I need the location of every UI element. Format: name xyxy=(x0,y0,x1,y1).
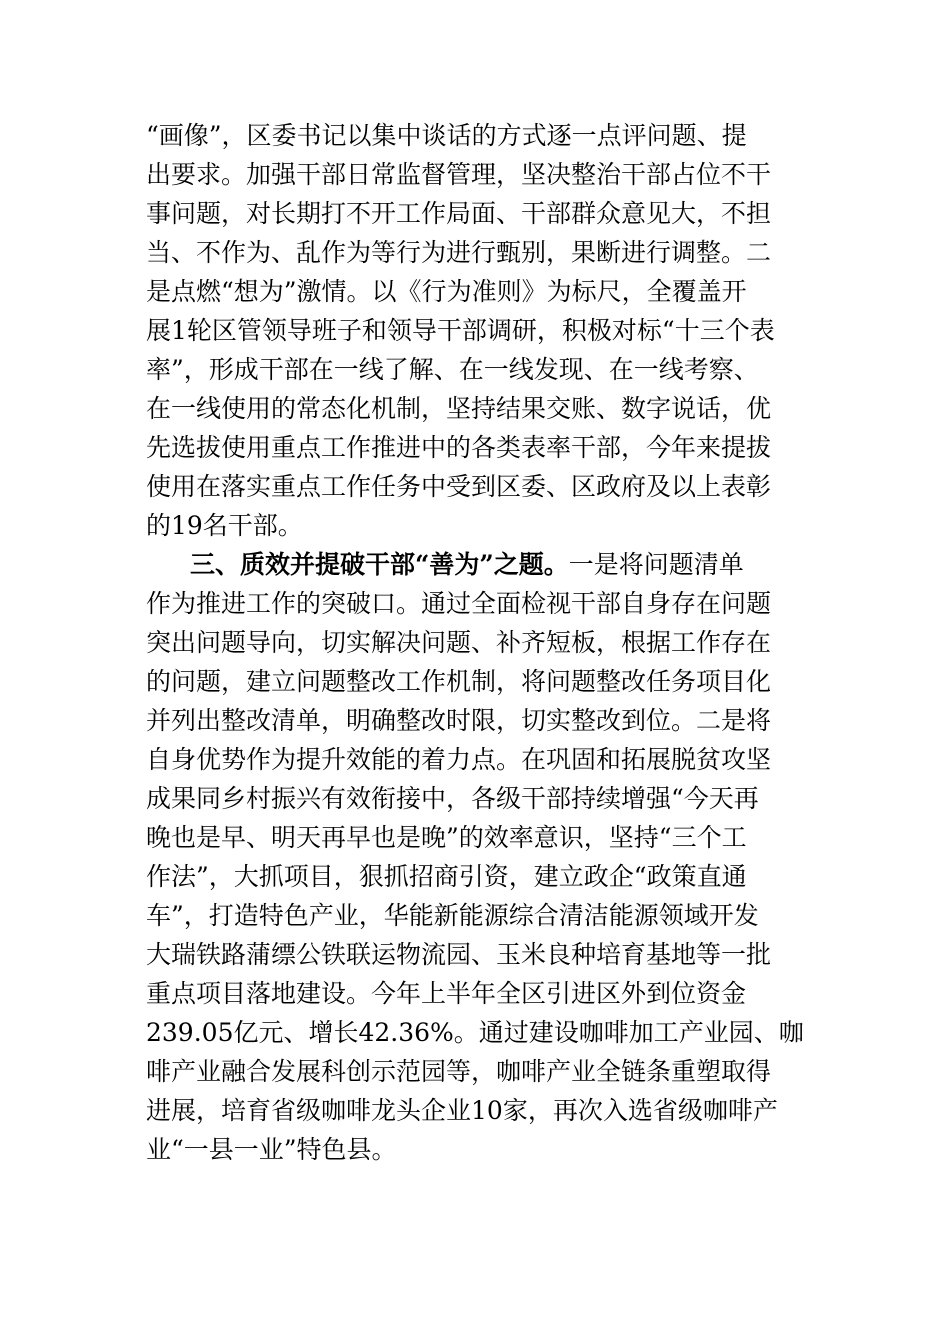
paragraph-line: 事问题，对长期打不开工作局面、干部群众意见大，不担 xyxy=(146,199,772,228)
section-heading-rest: 一是将问题清单 xyxy=(568,550,744,579)
paragraph-line: 当、不作为、乱作为等行为进行甄别，果断进行调整。二 xyxy=(146,238,772,267)
paragraph-line: 是点燃“想为”激情。以《行为准则》为标尺，全覆盖开 xyxy=(146,277,747,306)
paragraph-line: 出要求。加强干部日常监督管理，坚决整治干部占位不干 xyxy=(146,160,772,189)
paragraph-line: 车”，打造特色产业，华能新能源综合清洁能源领域开发 xyxy=(146,901,759,930)
paragraph-line: 率”，形成干部在一线了解、在一线发现、在一线考察、 xyxy=(146,355,759,384)
paragraph-line: 使用在落实重点工作任务中受到区委、区政府及以上表彰 xyxy=(146,472,772,501)
paragraph-line: 的19名干部。 xyxy=(146,511,303,540)
paragraph-line: 成果同乡村振兴有效衔接中，各级干部持续增强“今天再 xyxy=(146,784,759,813)
paragraph-line: 重点项目落地建设。今年上半年全区引进区外到位资金 xyxy=(146,979,747,1008)
paragraph-line: 的问题，建立问题整改工作机制，将问题整改任务项目化 xyxy=(146,667,772,696)
paragraph-line: 作法”，大抓项目，狠抓招商引资，建立政企“政策直通 xyxy=(146,862,747,891)
paragraph-line: 大瑞铁路蒲缥公铁联运物流园、玉米良种培育基地等一批 xyxy=(146,940,772,969)
paragraph-line: 在一线使用的常态化机制，坚持结果交账、数字说话，优 xyxy=(146,394,772,423)
paragraph-line: 并列出整改清单，明确整改时限，切实整改到位。二是将 xyxy=(146,706,772,735)
paragraph-line: 进展，培育省级咖啡龙头企业10家，再次入选省级咖啡产 xyxy=(146,1096,778,1125)
paragraph-line: “画像”，区委书记以集中谈话的方式逐一点评问题、提 xyxy=(146,121,747,150)
paragraph-line: 自身优势作为提升效能的着力点。在巩固和拓展脱贫攻坚 xyxy=(146,745,772,774)
paragraph-line: 展1轮区管领导班子和领导干部调研，积极对标“十三个表 xyxy=(146,316,775,345)
paragraph-line: 啡产业融合发展科创示范园等，咖啡产业全链条重塑取得 xyxy=(146,1057,772,1086)
paragraph-line: 业“一县一业”特色县。 xyxy=(146,1135,397,1164)
paragraph-line: 晚也是早、明天再早也是晚”的效率意识，坚持“三个工 xyxy=(146,823,747,852)
document-body xyxy=(146,116,806,1169)
section-heading: 三、质效并提破干部“善为”之题。 xyxy=(190,550,569,579)
paragraph-line: 突出问题导向，切实解决问题、补齐短板，根据工作存在 xyxy=(146,628,772,657)
paragraph-line: 先选拔使用重点工作推进中的各类表率干部，今年来提拔 xyxy=(146,433,772,462)
paragraph-line: 239.05亿元、增长42.36%。通过建设咖啡加工产业园、咖 xyxy=(146,1018,804,1047)
section-heading-line xyxy=(146,545,806,584)
paragraph-line: 作为推进工作的突破口。通过全面检视干部自身存在问题 xyxy=(146,589,772,618)
